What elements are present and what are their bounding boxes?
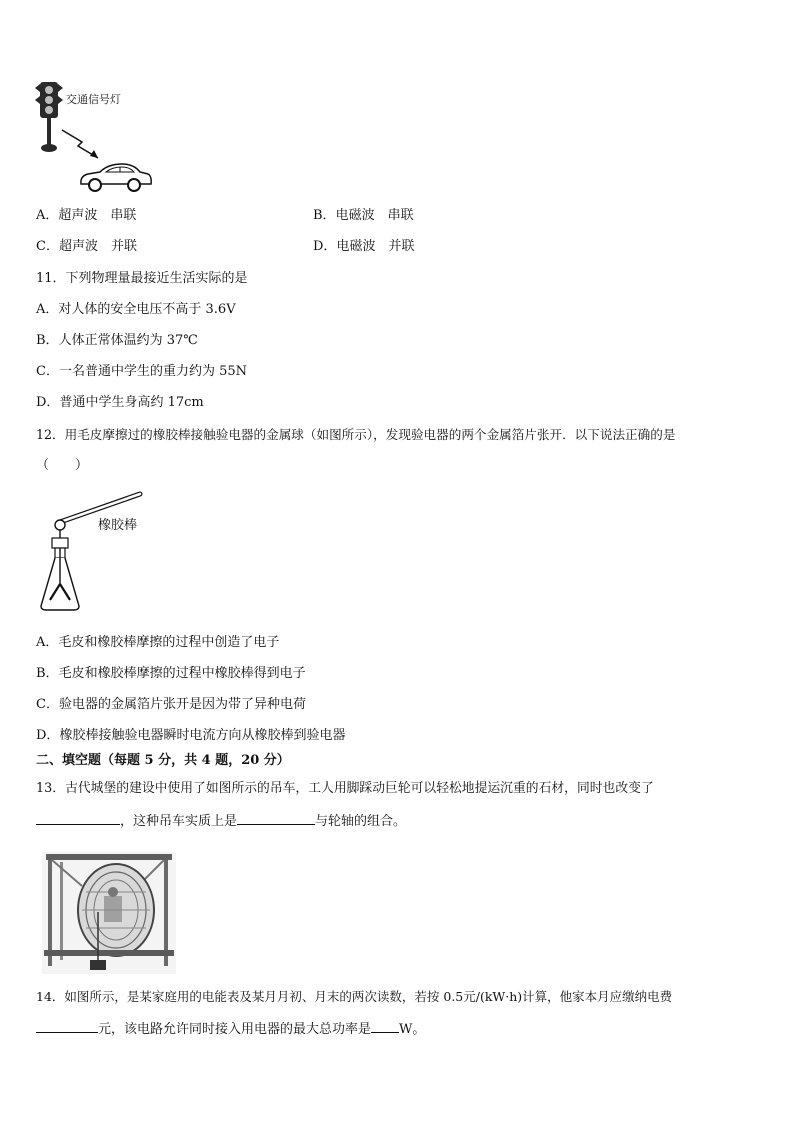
- q12-option-c: C．验电器的金属箔片张开是因为带了异种电荷: [36, 697, 306, 712]
- q10-option-c: C．超声波 并联: [36, 239, 137, 254]
- q12-option-b: B．毛皮和橡胶棒摩擦的过程中橡胶棒得到电子: [36, 666, 306, 681]
- q13-blank-2[interactable]: [237, 811, 315, 825]
- q13-line1: 13．古代城堡的建设中使用了如图所示的吊车，工人用脚踩动巨轮可以轻松地提运沉重的石材，同时也改变了: [36, 781, 654, 796]
- q12-option-d: D．橡胶棒接触验电器瞬时电流方向从橡胶棒到验电器: [36, 728, 346, 743]
- q14-line1: 14．如图所示，是某家庭用的电能表及某月月初、月末的两次读数，若按 0.5元/(kW·h)计算，他家本月应缴纳电费: [36, 989, 673, 1004]
- q11-option-c: C．一名普通中学生的重力约为 55N: [36, 364, 248, 379]
- q12-stem-line1: 12．用毛皮摩擦过的橡胶棒接触验电器的金属球（如图所示），发现验电器的两个金属箔片张开．以下说法正确的是: [36, 427, 676, 442]
- q10-option-b: B．电磁波 串联: [313, 208, 414, 223]
- q12-stem-line2: （ ）: [36, 458, 89, 473]
- rubber-rod-label: 橡胶棒: [98, 518, 138, 533]
- q13-line2: ，这种吊车实质上是 与轮轴的组合。: [36, 811, 406, 831]
- q10-option-d: D．电磁波 并联: [313, 239, 415, 254]
- q11-stem: 11．下列物理量最接近生活实际的是: [36, 271, 248, 286]
- q13-blank-1[interactable]: [36, 811, 120, 825]
- q14-blank-1[interactable]: [36, 1019, 98, 1033]
- section-title: 二、填空题（每题 5 分，共 4 题，20 分）: [36, 753, 290, 768]
- traffic-light-label: 交通信号灯: [66, 93, 121, 106]
- q12-option-a: A．毛皮和橡胶棒摩擦的过程中创造了电子: [36, 635, 280, 650]
- q11-option-d: D．普通中学生身高约 17cm: [36, 395, 204, 410]
- q14-blank-2[interactable]: [371, 1019, 399, 1033]
- q10-option-a: A．超声波 串联: [36, 208, 137, 223]
- q11-option-a: A．对人体的安全电压不高于 3.6V: [36, 302, 236, 317]
- q11-option-b: B．人体正常体温约为 37℃: [36, 333, 198, 348]
- treadwheel-crane-icon: [42, 852, 176, 974]
- car-icon: [78, 158, 154, 196]
- electroscope-icon: [38, 488, 148, 616]
- q14-line2: 元，该电路允许同时接入用电器的最大总功率是 W。: [36, 1019, 425, 1039]
